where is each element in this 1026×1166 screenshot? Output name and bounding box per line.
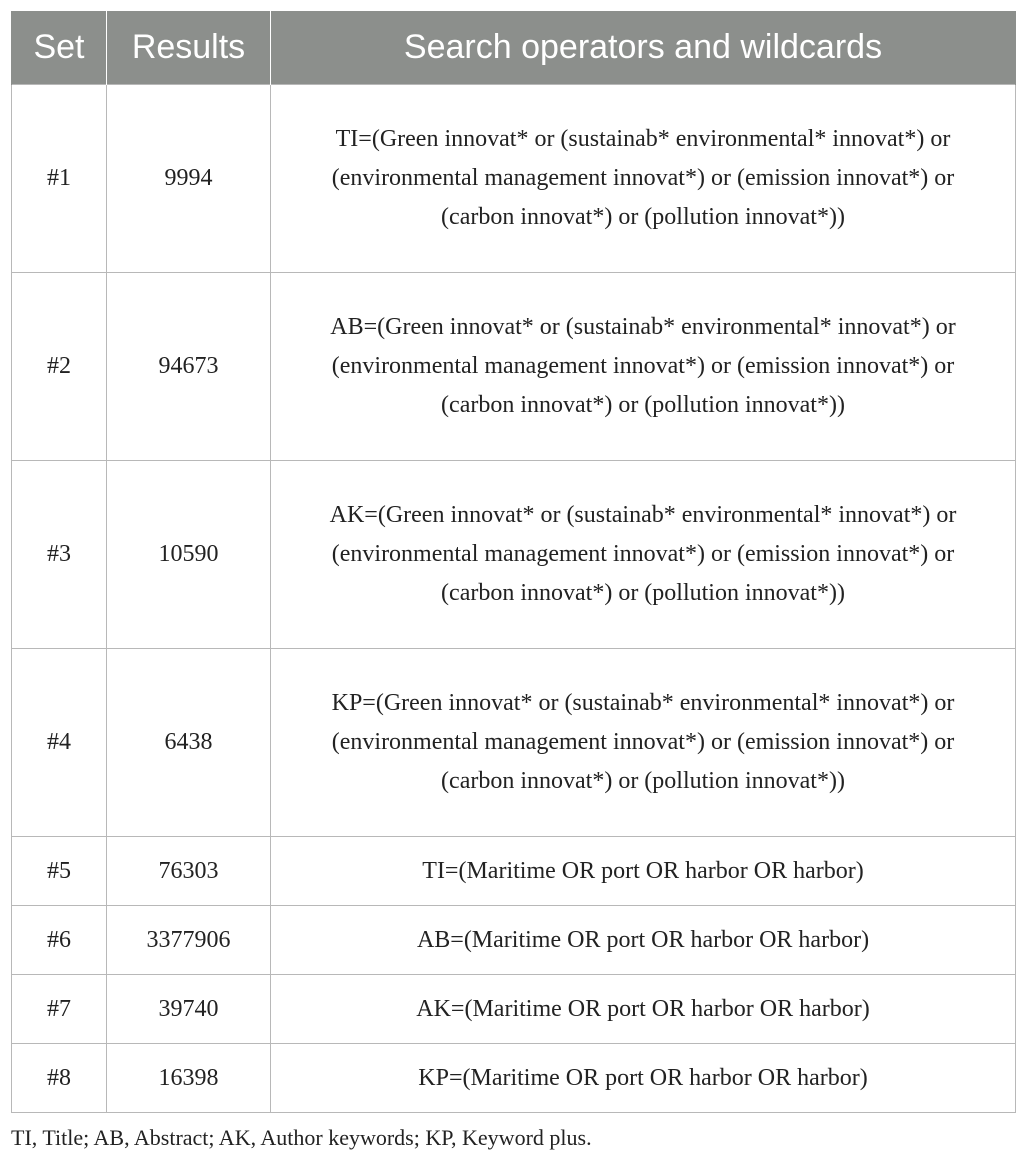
set-cell: #2 bbox=[12, 273, 107, 461]
table-row bbox=[12, 461, 1016, 649]
results-cell: 10590 bbox=[107, 461, 271, 649]
set-cell: #4 bbox=[12, 649, 107, 837]
header-row bbox=[12, 11, 1016, 85]
header-operators: Search operators and wildcards bbox=[271, 11, 1016, 85]
search-strategy-table bbox=[11, 11, 1016, 1113]
set-cell: #8 bbox=[12, 1044, 107, 1113]
query-cell: AK=(Maritime OR port OR harbor OR harbor) bbox=[271, 975, 1016, 1044]
query-cell: KP=(Green innovat* or (sustainab* environmental* innovat*) or (environmental management innovat*) or (emission innovat*) or (carbon innovat*) or (pollution innovat*)) bbox=[271, 649, 1016, 837]
query-cell: KP=(Maritime OR port OR harbor OR harbor) bbox=[271, 1044, 1016, 1113]
set-cell: #3 bbox=[12, 461, 107, 649]
set-cell: #1 bbox=[12, 85, 107, 273]
table-row bbox=[12, 906, 1016, 975]
set-cell: #5 bbox=[12, 837, 107, 906]
table-row bbox=[12, 1044, 1016, 1113]
results-cell: 76303 bbox=[107, 837, 271, 906]
set-cell: #6 bbox=[12, 906, 107, 975]
query-cell: AB=(Green innovat* or (sustainab* environmental* innovat*) or (environmental management innovat*) or (emission innovat*) or (carbon innovat*) or (pollution innovat*)) bbox=[271, 273, 1016, 461]
search-strategy-table-container bbox=[11, 11, 1015, 1113]
header-results: Results bbox=[107, 11, 271, 85]
results-cell: 39740 bbox=[107, 975, 271, 1044]
results-cell: 94673 bbox=[107, 273, 271, 461]
table-footnote: TI, Title; AB, Abstract; AK, Author keywords; KP, Keyword plus. bbox=[11, 1125, 592, 1150]
query-cell: TI=(Maritime OR port OR harbor OR harbor) bbox=[271, 837, 1016, 906]
results-cell: 3377906 bbox=[107, 906, 271, 975]
table-row bbox=[12, 85, 1016, 273]
table-row bbox=[12, 837, 1016, 906]
results-cell: 16398 bbox=[107, 1044, 271, 1113]
query-cell: AK=(Green innovat* or (sustainab* environmental* innovat*) or (environmental management innovat*) or (emission innovat*) or (carbon innovat*) or (pollution innovat*)) bbox=[271, 461, 1016, 649]
table-header bbox=[12, 11, 1016, 85]
table-row bbox=[12, 649, 1016, 837]
results-cell: 9994 bbox=[107, 85, 271, 273]
table-body bbox=[12, 85, 1016, 1113]
results-cell: 6438 bbox=[107, 649, 271, 837]
query-cell: TI=(Green innovat* or (sustainab* environmental* innovat*) or (environmental management innovat*) or (emission innovat*) or (carbon innovat*) or (pollution innovat*)) bbox=[271, 85, 1016, 273]
set-cell: #7 bbox=[12, 975, 107, 1044]
header-set: Set bbox=[12, 11, 107, 85]
table-row bbox=[12, 273, 1016, 461]
table-row bbox=[12, 975, 1016, 1044]
query-cell: AB=(Maritime OR port OR harbor OR harbor) bbox=[271, 906, 1016, 975]
